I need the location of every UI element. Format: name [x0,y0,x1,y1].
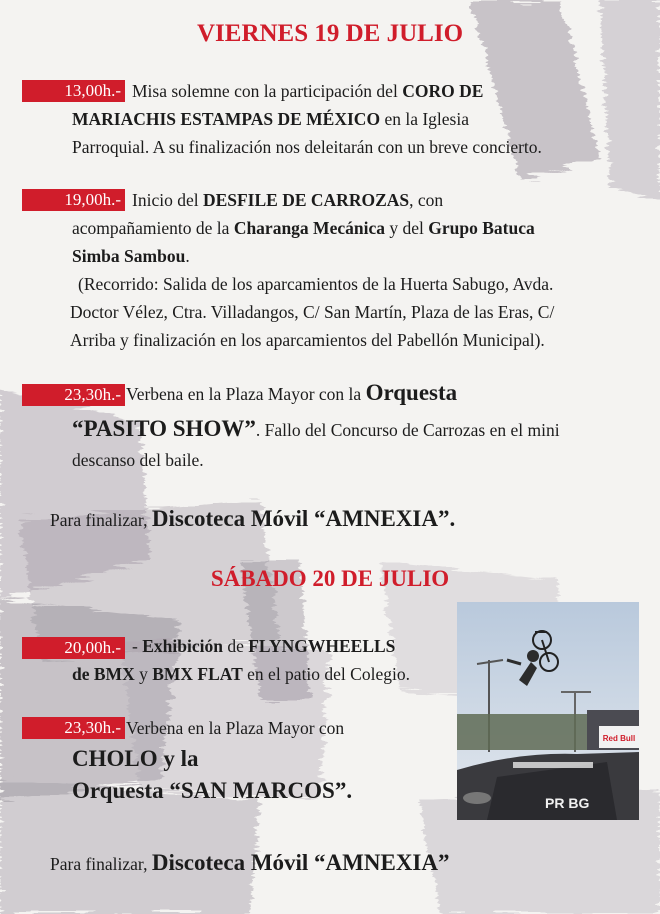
event-text: Orquesta “SAN MARCOS”. [72,778,353,803]
closing-line: Para finalizar, Discoteca Móvil “AMNEXIA”. [50,506,456,531]
event-text: Inicio del DESFILE DE CARROZAS, con [132,190,444,210]
event-text: Verbena en la Plaza Mayor con [126,718,345,738]
event-text: Arriba y finalización en los aparcamientos del Pabellón Municipal). [70,330,545,350]
event-text: (Recorrido: Salida de los aparcamientos de la Huerta Sabugo, Avda. [78,274,554,294]
event-text: - Exhibición de FLYNGWHEELLS [132,636,396,656]
event-text: acompañamiento de la Charanga Mecánica y del Grupo Batuca [72,218,535,238]
friday-title: VIERNES 19 DE JULIO [196,20,464,47]
time-badge: 19,00h.- [22,189,125,211]
time-badge: 23,30h.- [22,384,125,406]
ramp-logo: PR BG [545,795,590,811]
event-text: “PASITO SHOW”. Fallo del Concurso de Carrozas en el mini [72,416,560,441]
event-text: Verbena en la Plaza Mayor con la Orquesta [126,380,458,405]
event-text: Parroquial. A su finalización nos deleitarán con un breve concierto. [72,137,542,157]
event-text: MARIACHIS ESTAMPAS DE MÉXICO en la Iglesia [72,109,469,129]
time-badge: 23,30h.- [22,717,125,739]
time-badge: 13,00h.- [22,80,125,102]
time-badge: 20,00h.- [22,637,125,659]
closing-line: Para finalizar, Discoteca Móvil “AMNEXIA” [50,850,450,875]
event-text: de BMX y BMX FLAT en el patio del Colegio. [72,664,410,684]
bmx-photo [457,602,639,820]
event-text: CHOLO y la [72,746,199,771]
event-text: Simba Sambou. [72,246,190,266]
event-text: descanso del baile. [72,450,204,470]
saturday-title: SÁBADO 20 DE JULIO [210,566,450,591]
event-text: Doctor Vélez, Ctra. Villadangos, C/ San Martín, Plaza de las Eras, C/ [70,302,555,322]
event-text: Misa solemne con la participación del CORO DE [132,81,484,101]
redbull-sign: Red Bull [602,734,636,743]
